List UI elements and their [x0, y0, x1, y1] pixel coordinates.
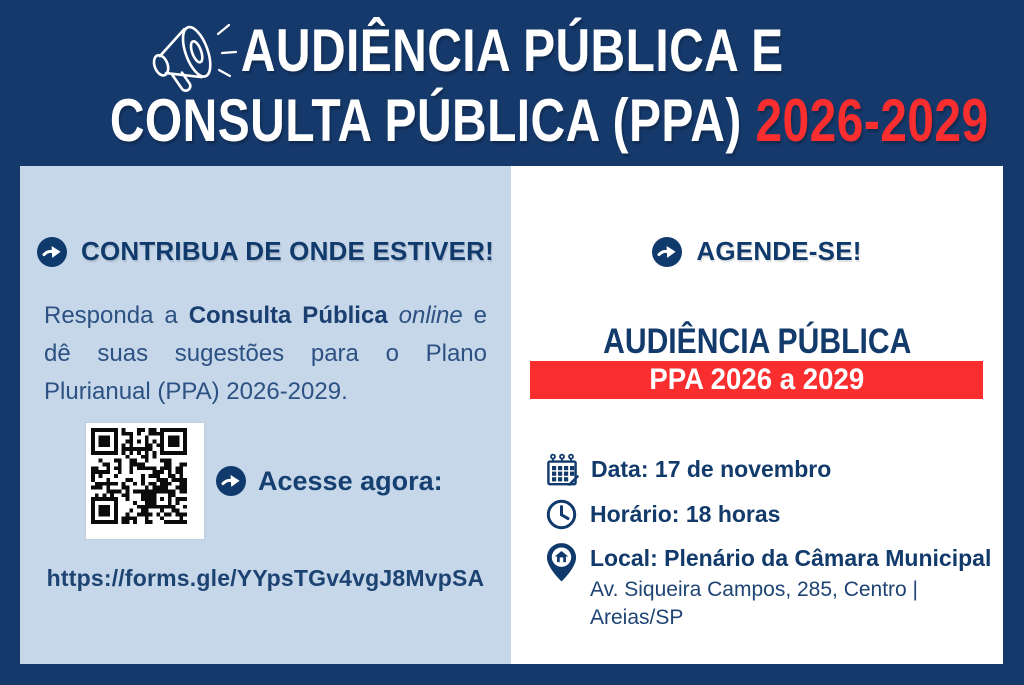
event-title: AUDIÊNCIA PÚBLICA [602, 322, 912, 361]
contribute-heading: CONTRIBUA DE ONDE ESTIVER! [80, 236, 495, 266]
contribute-heading-row [20, 236, 511, 267]
arrow-circle-icon [216, 466, 246, 496]
agende-heading: AGENDE-SE! [696, 236, 862, 266]
header [0, 0, 1024, 166]
detail-date-text: Data: 17 de novembro [591, 456, 832, 482]
calendar-icon [545, 453, 579, 487]
location-icon [545, 542, 578, 583]
arrow-circle-icon [37, 237, 67, 267]
access-now-label: Acesse agora: [258, 465, 443, 496]
event-banner: PPA 2026 a 2029 [530, 361, 983, 399]
agende-heading-row [511, 236, 1003, 267]
detail-row-time [545, 498, 1003, 531]
page-title-line2: CONSULTA PÚBLICA (PPA) 2026-2029 [109, 87, 989, 154]
qr-row [86, 423, 511, 539]
left-panel [20, 166, 511, 664]
title-year-highlight: 2026-2029 [755, 87, 989, 154]
event-details [545, 453, 1003, 632]
access-now-row [216, 466, 443, 497]
qr-code [86, 423, 204, 539]
detail-location-text: Local: Plenário da Câmara Municipal [590, 545, 992, 571]
arrow-circle-icon [652, 237, 682, 267]
detail-time-text: Horário: 18 horas [590, 501, 781, 527]
detail-row-location [545, 542, 1003, 632]
contribute-paragraph: Responda a Consulta Pública online e dê suas sugestões para o Plano Plurianual (PPA) 2026-2029. [44, 302, 487, 405]
page-title-line1: AUDIÊNCIA PÚBLICA E [240, 17, 784, 84]
detail-row-date [545, 453, 1003, 487]
clock-icon [545, 498, 578, 531]
right-panel [511, 166, 1003, 664]
form-url-link[interactable]: https://forms.gle/YYpsTGv4vgJ8MvpSA [46, 565, 485, 591]
event-address: Av. Siqueira Campos, 285, Centro | Areias/SP [590, 578, 919, 629]
content-panels [20, 166, 1003, 664]
